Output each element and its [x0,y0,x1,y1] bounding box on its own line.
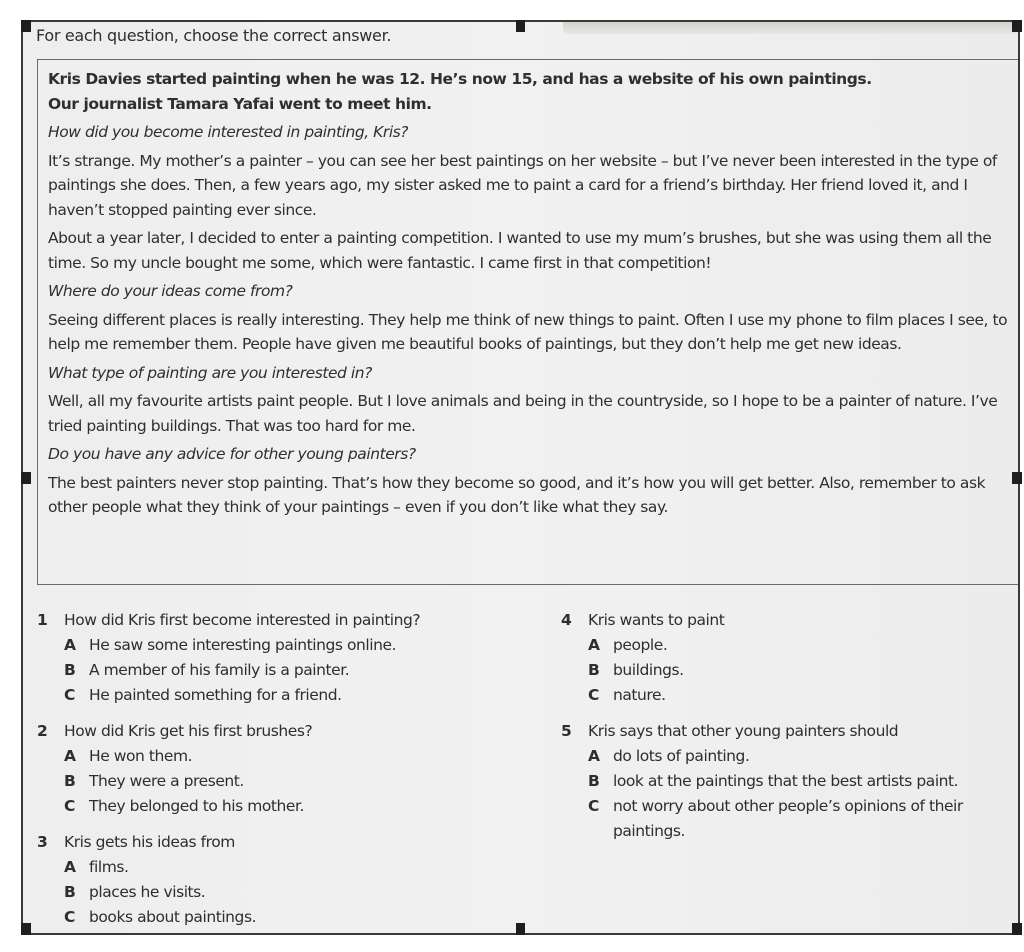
interview-question-1: How did you become interested in painting, Kris? [48,123,409,141]
article-intro-line-2: Our journalist Tamara Yafai went to meet him. [48,94,432,113]
option-text: do lots of painting. [613,747,750,765]
option-text: nature. [613,686,666,704]
option-3b[interactable] [37,880,537,905]
question-text: Kris gets his ideas from [64,833,235,851]
interview-answer-1a: It’s strange. My mother’s a painter – you can see her best paintings on her website – but I’ve never been interested in the type of paintings she does. Then, a few years ago, my sister asked me to paint a card for a friend’s birthday. Her friend loved it, and I haven’t stopped painting ever since. [48,151,997,219]
crop-handle-bottom-left[interactable] [21,923,31,935]
question-number: 3 [37,833,48,851]
option-text: books about paintings. [89,908,257,926]
question-text: Kris says that other young painters should [588,722,899,740]
option-text: A member of his family is a painter. [89,661,350,679]
option-text: look at the paintings that the best artists paint. [613,772,959,790]
interview-question-4: Do you have any advice for other young painters? [48,445,416,463]
crop-frame[interactable] [21,20,1020,935]
question-number: 1 [37,611,48,629]
article-intro-line-1: Kris Davies started painting when he was 12. He’s now 15, and has a website of his own paintings. [48,70,872,88]
option-letter: C [64,686,75,704]
option-text: They belonged to his mother. [89,797,304,815]
instruction-text: For each question, choose the correct answer. [36,26,392,45]
option-text: He saw some interesting paintings online. [89,636,397,654]
crop-handle-top-left[interactable] [21,20,31,32]
option-5a[interactable] [561,744,1020,769]
option-letter: C [588,686,599,704]
option-3c[interactable] [37,905,537,930]
interview-answer-1b: About a year later, I decided to enter a painting competition. I wanted to use my mum’s brushes, but she was using them all the time. So my uncle bought me some, which were fantastic. I came first in that competition! [48,229,992,272]
background-page-edge [563,22,1020,34]
question-text: Kris wants to paint [588,611,725,629]
question-3 [37,830,537,930]
interview-answer-4: The best painters never stop painting. That’s how they become so good, and it’s how you will get better. Also, remember to ask other people what they think of your paintings – even if you don’t like what they say. [48,473,986,516]
question-4 [561,608,1020,708]
option-text: He painted something for a friend. [89,686,342,704]
article-box [37,59,1020,585]
option-letter: C [64,908,75,926]
option-1b[interactable] [37,658,537,683]
option-letter: A [588,747,600,765]
option-1c[interactable] [37,683,537,708]
option-letter: B [64,883,76,901]
option-letter: A [64,636,76,654]
option-letter: B [64,772,76,790]
crop-handle-bottom-right[interactable] [1012,923,1022,935]
crop-handle-middle-right[interactable] [1012,472,1022,484]
option-letter: A [64,747,76,765]
question-number: 4 [561,611,572,629]
crop-handle-middle-left[interactable] [21,472,31,484]
option-text: He won them. [89,747,193,765]
option-4c[interactable] [561,683,1020,708]
interview-question-2: Where do your ideas come from? [48,282,293,300]
question-column-right [561,608,1020,855]
option-2c[interactable] [37,794,537,819]
option-letter: A [64,858,76,876]
option-2a[interactable] [37,744,537,769]
option-letter: B [64,661,76,679]
option-text: buildings. [613,661,684,679]
interview-answer-3: Well, all my favourite artists paint people. But I love animals and being in the countryside, so I hope to be a painter of nature. I’ve tried painting buildings. That was too hard for me. [48,392,998,435]
question-5 [561,719,1020,844]
question-column-left [37,608,537,935]
crop-handle-bottom-middle[interactable] [516,923,525,935]
option-3a[interactable] [37,855,537,880]
option-letter: C [64,797,75,815]
option-text: people. [613,636,668,654]
option-5c[interactable] [561,794,1020,844]
question-text: How did Kris first become interested in painting? [64,611,421,629]
option-letter: B [588,772,600,790]
option-4a[interactable] [561,633,1020,658]
option-4b[interactable] [561,658,1020,683]
option-text: films. [89,858,129,876]
option-2b[interactable] [37,769,537,794]
question-number: 2 [37,722,48,740]
option-text: not worry about other people’s opinions of their paintings. [613,797,963,840]
option-1a[interactable] [37,633,537,658]
interview-answer-2: Seeing different places is really interesting. They help me think of new things to paint. Often I use my phone to film places I see, to help me remember them. People have given me beautiful books of paintings, but they don’t help me get new ideas. [48,310,1008,353]
crop-handle-top-middle[interactable] [516,20,525,32]
question-number: 5 [561,722,572,740]
interview-question-3: What type of painting are you interested in? [48,363,372,382]
option-text: places he visits. [89,883,206,901]
option-text: They were a present. [89,772,244,790]
crop-handle-top-right[interactable] [1012,20,1022,32]
question-1 [37,608,537,708]
question-text: How did Kris get his first brushes? [64,722,313,740]
question-2 [37,719,537,819]
option-letter: A [588,636,600,654]
option-5b[interactable] [561,769,1020,794]
option-letter: C [588,797,599,815]
option-letter: B [588,661,600,679]
